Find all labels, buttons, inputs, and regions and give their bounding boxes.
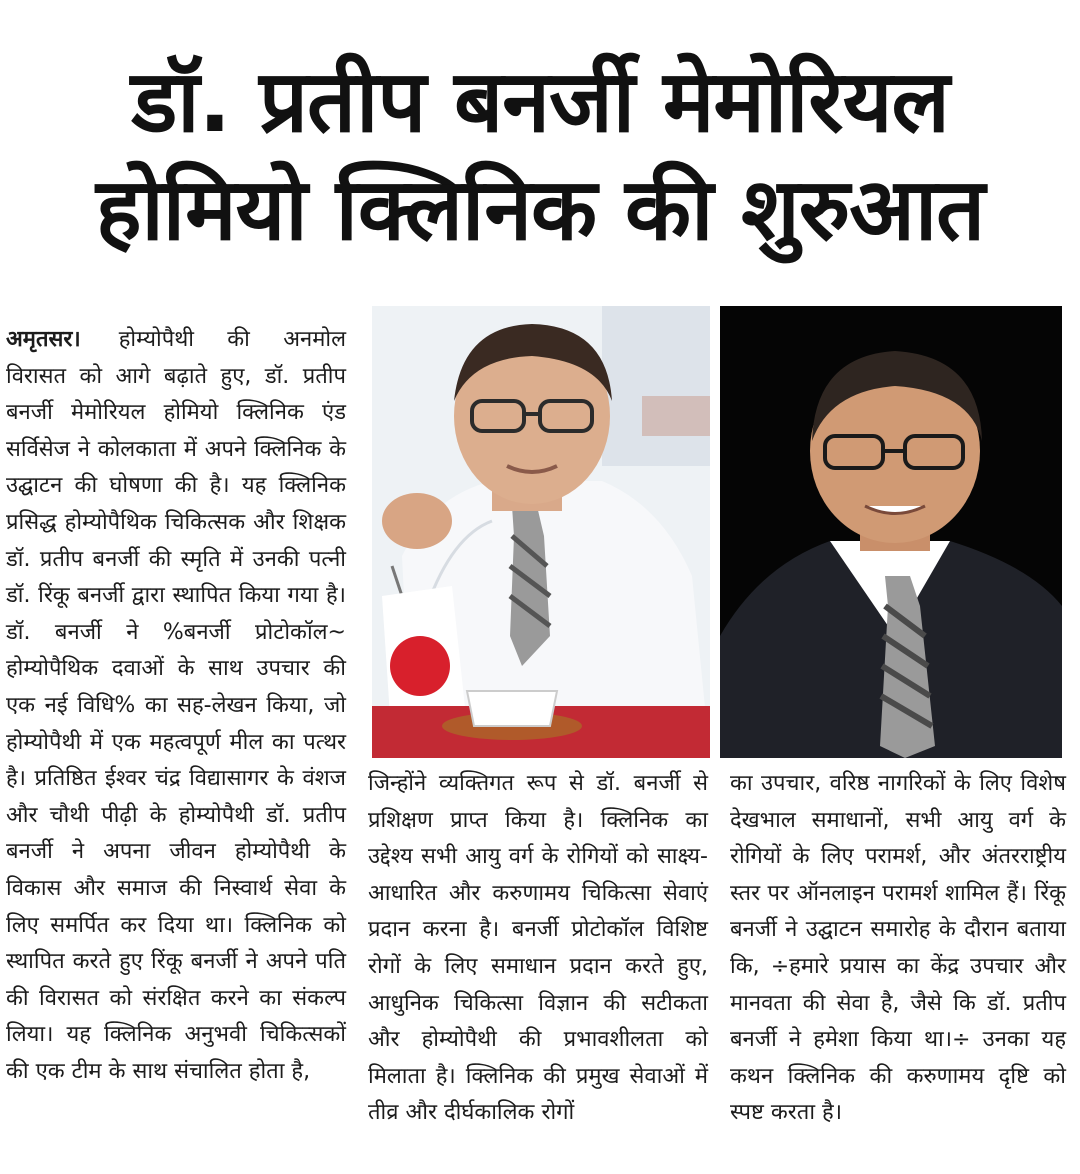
dateline: अमृतसर।: [6, 327, 81, 352]
man-with-teacup-photo: [372, 306, 710, 758]
photo-illustration-2: [720, 306, 1062, 758]
article-column-1: [6, 322, 346, 1090]
headline-line-2: होमियो क्लिनिक की शुरुआत: [95, 160, 985, 260]
article-column-1-body: होम्योपैथी की अनमोल विरासत को आगे बढ़ाते हुए, डॉ. प्रतीप बनर्जी मेमोरियल होमियो क्लिनिक एंड सर्विसेज ने कोलकाता में अपने क्लिनिक के उद्घाटन की घोषणा की है। यह क्लिनिक प्रसिद्ध होम्योपैथिक चिकित्सक और शिक्षक डॉ. प्रतीप बनर्जी की स्मृति में उनकी पत्नी डॉ. रिंकू बनर्जी द्वारा स्थापित किया गया है। डॉ. बनर्जी ने %बनर्जी प्रोटोकॉल~ होम्योपैथिक दवाओं के साथ उपचार की एक नई विधि% का सह-लेखन किया, जो होम्योपैथी में एक महत्वपूर्ण मील का पत्थर है। प्रतिष्ठित ईश्वर चंद्र विद्यासागर के वंशज और चौथी पीढ़ी के होम्योपैथी डॉ. प्रतीप बनर्जी ने अपना जीवन होम्योपैथी के विकास और समाज की निस्वार्थ सेवा के लिए समर्पित कर दिया था। क्लिनिक को स्थापित करते हुए रिंकू बनर्जी ने अपने पति की विरासत को संरक्षित करने का संकल्प लिया। यह क्लिनिक अनुभवी चिकित्सकों की एक टीम के साथ संचालित होता है,: [6, 327, 346, 1084]
man-in-suit-photo: [720, 306, 1062, 758]
headline: [0, 48, 1080, 264]
headline-line-1: डॉ. प्रतीप बनर्जी मेमोरियल: [131, 52, 949, 152]
article-column-2: जिन्होंने व्यक्तिगत रूप से डॉ. बनर्जी से प्रशिक्षण प्राप्त किया है। क्लिनिक का उद्देश्य सभी आयु वर्ग के रोगियों को साक्ष्य-आधारित और करुणामय चिकित्सा सेवाएं प्रदान करना है। बनर्जी प्रोटोकॉल विशिष्ट रोगों के लिए समाधान प्रदान करते हुए, आधुनिक चिकित्सा विज्ञान की सटीकता और होम्योपैथी की प्रभावशीलता को मिलाता है। क्लिनिक की प्रमुख सेवाओं में तीव्र और दीर्घकालिक रोगों: [368, 771, 708, 1126]
article-column-3: का उपचार, वरिष्ठ नागरिकों के लिए विशेष देखभाल समाधानों, सभी आयु वर्ग के रोगियों के लिए परामर्श, और अंतरराष्ट्रीय स्तर पर ऑनलाइन परामर्श शामिल हैं। रिंकू बनर्जी ने उद्घाटन समारोह के दौरान बताया कि, ÷हमारे प्रयास का केंद्र उपचार और मानवता की सेवा है, जैसे कि डॉ. प्रतीप बनर्जी ने हमेशा किया था।÷ उनका यह कथन क्लिनिक की करुणामय दृष्टि को स्पष्ट करता है।: [730, 771, 1066, 1126]
photo-illustration-1: [372, 306, 710, 758]
